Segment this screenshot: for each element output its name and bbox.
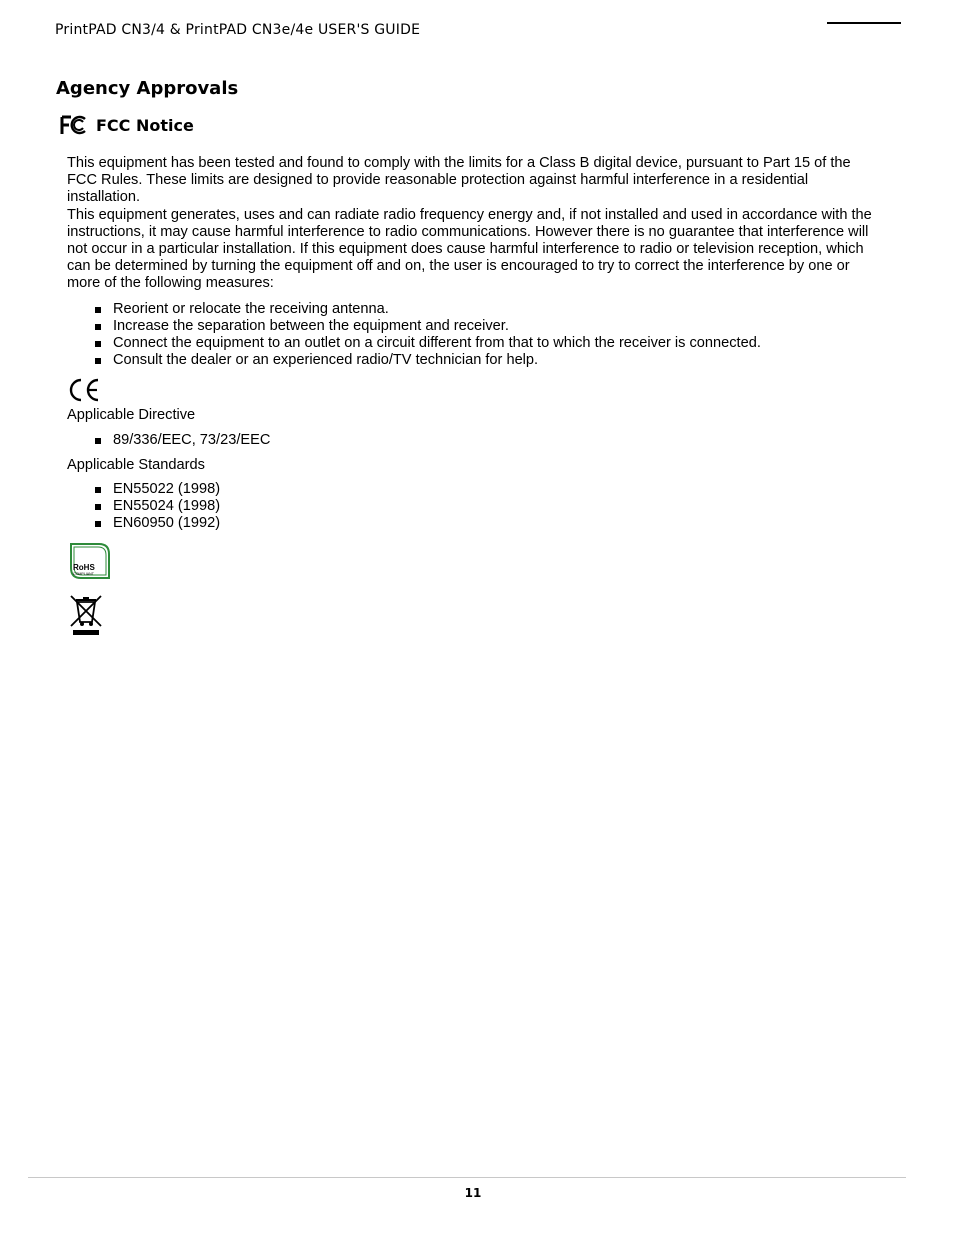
list-item: Connect the equipment to an outlet on a circuit different from that to which the receiver is connected.: [67, 335, 877, 352]
list-item: Consult the dealer or an experienced radio/TV technician for help.: [67, 352, 877, 369]
footer-rule: [28, 1177, 906, 1178]
applicable-standards-label: Applicable Standards: [67, 456, 205, 473]
section-title: Agency Approvals: [56, 78, 239, 99]
fcc-notice-title: FCC Notice: [96, 115, 194, 135]
fcc-paragraph-2: This equipment generates, uses and can radiate radio frequency energy and, if not installed and used in accordance with the instructions, it may cause harmful interference to radio communications. However there is no guarantee that interference will not occur in a particular installation. If this equipment does cause harmful interference to radio or television reception, which can be determined by turning the equipment off and on, the user is encouraged to try to correct the interference by one or more of the following measures:: [67, 206, 872, 292]
list-item: EN55022 (1998): [67, 481, 877, 498]
fcc-logo-icon: [60, 114, 88, 136]
list-item: EN55024 (1998): [67, 498, 877, 515]
document-body: [67, 155, 877, 638]
applicable-directive-label: Applicable Directive: [67, 407, 196, 424]
header-rule: [827, 22, 901, 24]
rohs-logo-subtext: COMPLIANT: [73, 571, 94, 576]
list-item: Increase the separation between the equipment and receiver.: [67, 318, 877, 335]
list-item: Reorient or relocate the receiving antenna.: [67, 301, 877, 318]
crossed-out-wheelie-bin-icon: [67, 592, 105, 638]
list-item: EN60950 (1992): [67, 515, 877, 532]
ce-mark-icon: [67, 377, 105, 403]
fcc-paragraph-1: This equipment has been tested and found to comply with the limits for a Class B digital device, pursuant to Part 15 of the FCC Rules. These limits are designed to provide reasonable protection against harmful interference in a residential installation.: [67, 155, 851, 206]
list-item: 89/336/EEC, 73/23/EEC: [67, 432, 877, 449]
page-number: 11: [464, 1186, 482, 1200]
fcc-measures-list: [67, 301, 877, 370]
rohs-compliant-icon: [67, 542, 111, 580]
fcc-heading: [60, 114, 194, 136]
document-header-title: PrintPAD CN3/4 & PrintPAD CN3e/4e USER'S GUIDE: [55, 22, 421, 38]
rohs-logo-text: RoHS: [73, 562, 95, 572]
standards-list: [67, 481, 877, 533]
directives-list: [67, 432, 877, 449]
